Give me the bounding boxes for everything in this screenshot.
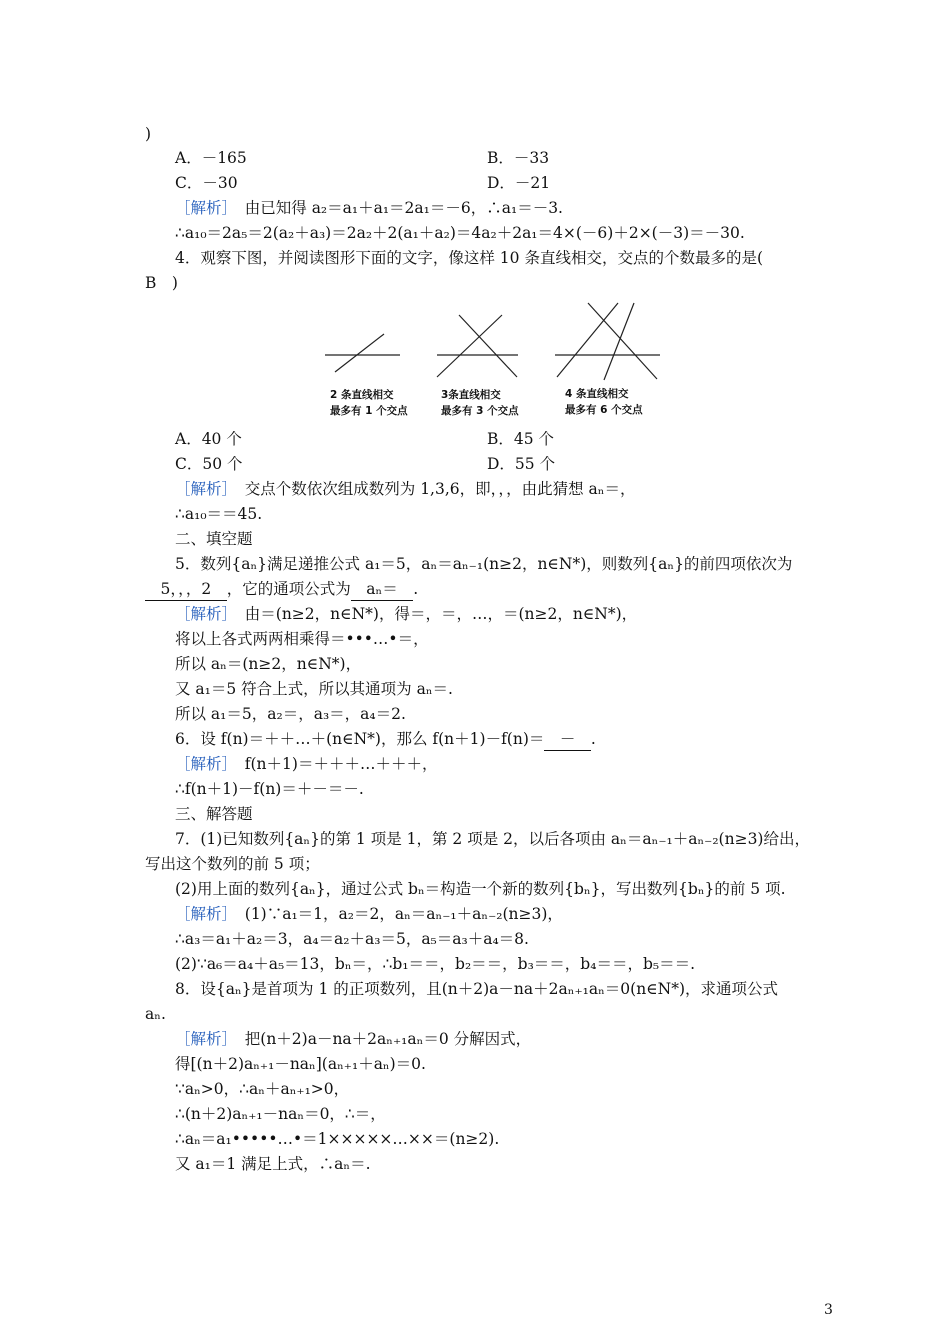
answer-blank: aₙ＝ (351, 578, 413, 601)
figure-caption: 最多有 3 个交点 (441, 405, 519, 417)
figure-caption: 最多有 6 个交点 (565, 404, 643, 416)
figure-caption: 2 条直线相交 (330, 389, 394, 401)
option-b: B．45 个 (487, 430, 555, 448)
solution-line: 所以 aₙ＝(n≥2，n∈N*)， (175, 655, 362, 673)
analysis-tag: ［解析］ (175, 905, 230, 923)
answer-blank: － (544, 728, 591, 751)
solution-line: ［解析］ 交点个数依次组成数列为 1,3,6，即，，，由此猜想 aₙ＝， (175, 480, 636, 498)
figure-caption: 最多有 1 个交点 (330, 405, 408, 417)
solution-line: 又 a₁＝1 满足上式，∴aₙ＝. (175, 1155, 371, 1173)
option-c: C．－30 (175, 174, 238, 192)
intersecting-lines-figure (0, 0, 950, 430)
solution-line: ∴f(n＋1)－f(n)＝＋－＝－. (175, 780, 364, 798)
option-c: C．50 个 (175, 455, 243, 473)
solution-line: 又 a₁＝5 符合上式，所以其通项为 aₙ＝. (175, 680, 453, 698)
question-5-answer-line: 5，，，2 ，它的通项公式为 aₙ＝ . (145, 578, 950, 601)
question-4-stem: 4．观察下图，并阅读图形下面的文字，像这样 10 条直线相交，交点的个数最多的是( (175, 249, 763, 267)
option-d: D．－21 (487, 174, 551, 192)
analysis-tag: ［解析］ (175, 480, 230, 498)
analysis-tag: ［解析］ (175, 755, 230, 773)
analysis-tag: ［解析］ (175, 605, 230, 623)
solution-line: ∴a₁₀＝2a₅＝2(a₂＋a₃)＝2a₂＋2(a₁＋a₂)＝4a₂＋2a₁＝4×(－6)＋2×(－3)＝－30. (175, 224, 745, 242)
solution-line: ［解析］ 由＝(n≥2，n∈N*)，得＝，＝，…，＝(n≥2，n∈N*)， (175, 605, 638, 623)
solution-line: ∴(n＋2)aₙ₊₁－naₙ＝0，∴＝， (175, 1105, 386, 1123)
solution-line: ［解析］ 由已知得 a₂＝a₁＋a₁＝2a₁＝－6，∴a₁＝－3. (175, 199, 563, 217)
question-4-answer: B ) (145, 274, 178, 292)
section-heading: 二、填空题 (175, 530, 253, 548)
question-6-stem: 6．设 f(n)＝＋＋…＋(n∈N*)，那么 f(n＋1)－f(n)＝ － . (175, 728, 950, 751)
solution-line: ［解析］ f(n＋1)＝＋＋＋…＋＋＋， (175, 755, 438, 773)
question-7-stem: 7．(1)已知数列{aₙ}的第 1 项是 1，第 2 项是 2，以后各项由 aₙ＝aₙ₋₁＋aₙ₋₂(n≥3)给出， (175, 830, 810, 848)
option-a: A．－165 (175, 149, 247, 167)
analysis-tag: ［解析］ (175, 1030, 230, 1048)
answer-blank: 5，，，2 (145, 578, 227, 601)
option-d: D．55 个 (487, 455, 556, 473)
figure-caption: 3条直线相交 (441, 389, 501, 401)
solution-line: (2)∵a₆＝a₄＋a₅＝13，bₙ＝，∴b₁＝＝，b₂＝＝，b₃＝＝，b₄＝＝，b₅＝＝. (175, 955, 696, 973)
solution-line: ∵aₙ>0，∴aₙ＋aₙ₊₁>0， (175, 1080, 350, 1098)
option-b: B．－33 (487, 149, 550, 167)
solution-line: ∴a₁₀＝＝45. (175, 505, 263, 523)
solution-line: ［解析］ (1)∵a₁＝1，a₂＝2，aₙ＝aₙ₋₁＋aₙ₋₂(n≥3)， (175, 905, 563, 923)
section-heading: 三、解答题 (175, 805, 253, 823)
page-number: 3 (824, 1302, 833, 1318)
solution-line: ［解析］ 把(n＋2)a－na＋2aₙ₊₁aₙ＝0 分解因式， (175, 1030, 532, 1048)
solution-line: ∴a₃＝a₁＋a₂＝3，a₄＝a₂＋a₃＝5，a₅＝a₃＋a₄＝8. (175, 930, 529, 948)
option-a: A．40 个 (175, 430, 242, 448)
solution-line: 所以 a₁＝5，a₂＝，a₃＝，a₄＝2. (175, 705, 406, 723)
analysis-tag: ［解析］ (175, 199, 230, 217)
figure-caption: 4 条直线相交 (565, 388, 629, 400)
question-7-stem: 写出这个数列的前 5 项； (145, 855, 320, 873)
question-5-stem: 5．数列{aₙ}满足递推公式 a₁＝5，aₙ＝aₙ₋₁(n≥2，n∈N*)，则数列{aₙ}的前四项依次为 (175, 555, 793, 573)
question-8-stem: aₙ. (145, 1005, 166, 1023)
question-8-stem: 8．设{aₙ}是首项为 1 的正项数列，且(n＋2)a－na＋2aₙ₊₁aₙ＝0(n∈N*)，求通项公式 (175, 980, 779, 998)
text-line: ) (145, 125, 152, 143)
question-7-stem: (2)用上面的数列{aₙ}，通过公式 bₙ＝构造一个新的数列{bₙ}，写出数列{bₙ}的前 5 项. (175, 880, 786, 898)
solution-line: ∴aₙ＝a₁•••••…•＝1×××××…××＝(n≥2). (175, 1130, 500, 1148)
solution-line: 将以上各式两两相乘得＝•••…•＝， (175, 630, 429, 648)
solution-line: 得[(n＋2)aₙ₊₁－naₙ](aₙ₊₁＋aₙ)＝0. (175, 1055, 426, 1073)
